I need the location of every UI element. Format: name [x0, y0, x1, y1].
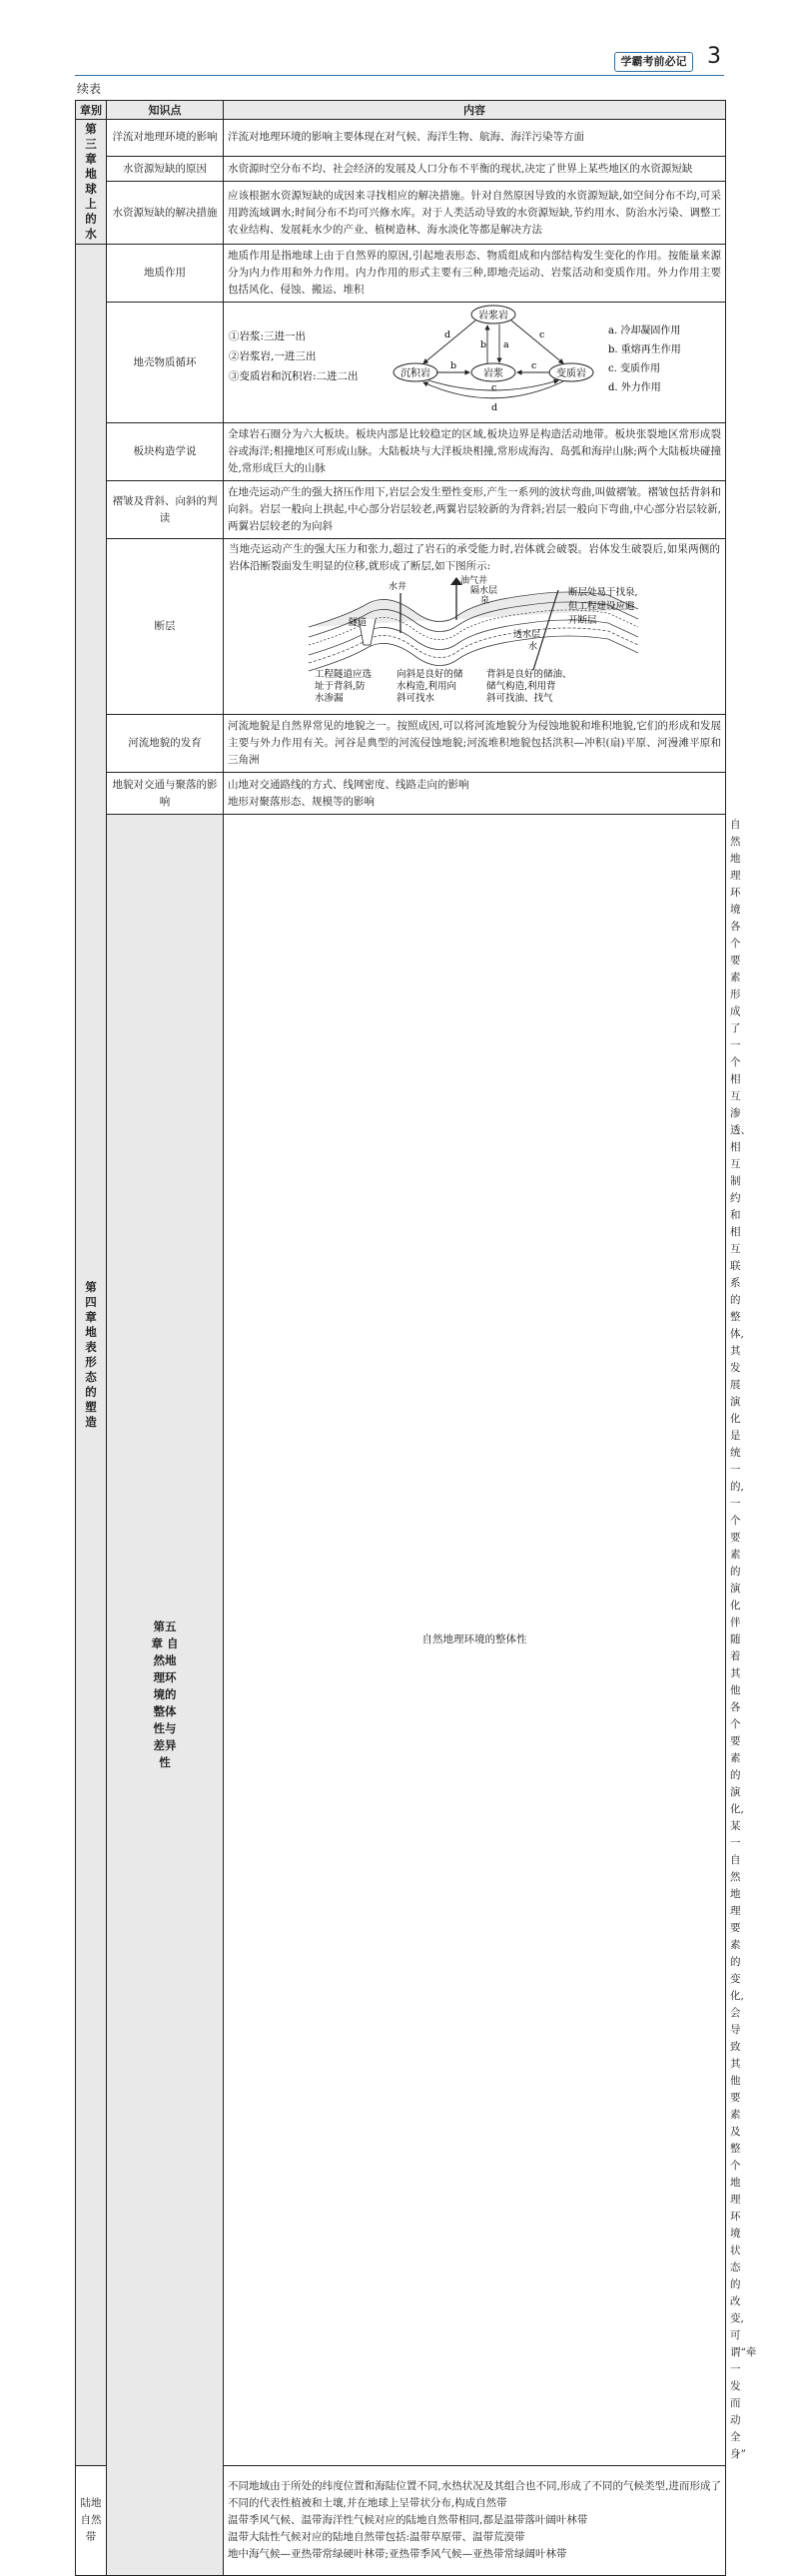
- table-row: [76, 245, 726, 303]
- svg-text:隔水层: 隔水层: [470, 586, 498, 596]
- header-content: 内容: [224, 101, 726, 120]
- content-cell: 全球岩石圈分为六大板块。板块内部是比较稳定的区域,板块边界是构造活动地带。板块张裂地区常形成裂谷或海洋;相撞地区可形成山脉。大陆板块与大洋板块相撞,常形成海沟、岛弧和海岸山脉;两个大陆板块碰撞处,常形成巨大的山脉: [224, 423, 726, 481]
- svg-text:a: a: [503, 339, 509, 350]
- fault-diagram: [229, 575, 718, 705]
- content-line: 温带季风气候、温带海洋性气候对应的陆地自然带相同,都是温带落叶阔叶林带: [228, 2514, 588, 2526]
- svg-text:b: b: [480, 339, 487, 350]
- svg-text:b: b: [450, 360, 457, 371]
- svg-text:断层处易于找泉,: 断层处易于找泉,: [568, 587, 638, 598]
- table-row: [76, 715, 726, 773]
- knowledge-table: [75, 100, 757, 2576]
- content-cell: 应该根据水资源短缺的成因来寻找相应的解决措施。针对自然原因导致的水资源短缺,如空间分布不均,可采用跨流域调水;时间分布不均可兴修水库。对于人类活动导致的水资源短缺,节约用水、防治水污染、调整工农业结构、发展耗水少的产业、植树造林、海水淡化等都是解决方法: [224, 182, 726, 245]
- table-row: [76, 481, 726, 539]
- svg-text:但工程建设应避: 但工程建设应避: [568, 601, 635, 612]
- table-row: [76, 539, 726, 715]
- topic-cell: 水资源短缺的原因: [107, 156, 224, 182]
- node-sedimentary: [394, 363, 437, 381]
- svg-text:背斜是良好的储油、: 背斜是良好的储油、: [486, 669, 572, 680]
- header-chapter: 章别: [76, 101, 107, 120]
- table-row: [76, 156, 726, 182]
- topic-cell: 自然地理环境的整体性: [224, 815, 726, 2466]
- svg-text:岩浆岩: 岩浆岩: [478, 311, 508, 322]
- topic-cell: 地壳物质循环: [107, 303, 224, 423]
- content-cell: [224, 2466, 726, 2576]
- node-metamorphic: [549, 363, 593, 381]
- content-cell: 在地壳运动产生的强大挤压作用下,岩层会发生塑性变形,产生一系列的波状弯曲,叫做褶皱。褶皱包括背斜和向斜。岩层一般向上拱起,中心部分岩层较老,两翼岩层较新的为背斜;岩层一般向下弯曲,中心部分岩层较新,两翼岩层较老的为向斜: [224, 481, 726, 539]
- svg-text:水: 水: [528, 642, 538, 652]
- table-row: [76, 423, 726, 481]
- svg-text:水井: 水井: [389, 582, 407, 592]
- svg-text:d: d: [444, 329, 451, 340]
- cycle-note: ②岩浆岩,一进三出: [229, 350, 317, 362]
- content-line: 地中海气候—亚热带常绿硬叶林带;亚热带季风气候—亚热带常绿阔叶林带: [228, 2548, 567, 2560]
- svg-text:c: c: [531, 360, 537, 371]
- svg-text:址于背斜,防: 址于背斜,防: [315, 681, 366, 692]
- table-row: [76, 303, 726, 423]
- svg-text:斜可找水: 斜可找水: [397, 693, 435, 704]
- content-line: 地形对聚落形态、规模等的影响: [228, 795, 375, 808]
- svg-text:c. 变质作用: c. 变质作用: [608, 363, 660, 374]
- topic-cell: 褶皱及背斜、向斜的判读: [107, 481, 224, 539]
- fault-text: 当地壳运动产生的强大压力和张力,超过了岩石的承受能力时,岩体就会破裂。岩体发生破裂后,如果两侧的岩体沿断裂面发生明显的位移,就形成了断层,如下图所示:: [229, 543, 720, 572]
- svg-text:开断层: 开断层: [568, 615, 597, 626]
- topic-cell: 断层: [107, 539, 224, 715]
- topic-cell: 地貌对交通与聚落的影响: [107, 773, 224, 815]
- content-cell: 地质作用是指地球上由于自然界的原因,引起地表形态、物质组成和内部结构发生变化的作用。按能量来源分为内力作用和外力作用。内力作用的形式主要有三种,即地壳运动、岩浆活动和变质作用。外力作用主要包括风化、侵蚀、搬运、堆积: [224, 245, 726, 303]
- svg-text:储气构造,利用背: 储气构造,利用背: [486, 681, 556, 692]
- topic-cell: 洋流对地理环境的影响: [107, 120, 224, 157]
- header-rule: [75, 75, 724, 76]
- topic-cell: 河流地貌的发育: [107, 715, 224, 773]
- svg-text:c: c: [539, 329, 545, 340]
- rock-cycle-diagram: [224, 303, 723, 416]
- table-row: [76, 182, 726, 245]
- topic-cell: 板块构造学说: [107, 423, 224, 481]
- content-cell: [224, 773, 726, 815]
- svg-text:岩浆: 岩浆: [483, 368, 503, 379]
- fault-note: [568, 586, 638, 626]
- cycle-note: ③变质岩和沉积岩:二进二出: [229, 370, 359, 382]
- tunnel-note: [315, 668, 373, 704]
- svg-text:变质岩: 变质岩: [556, 368, 586, 379]
- content-line: 不同地域由于所处的纬度位置和海陆位置不同,水热状况及其组合也不同,形成了不同的气候类型,进而形成了不同的代表性植被和土壤,并在地球上呈带状分布,构成自然带: [228, 2480, 721, 2509]
- svg-text:透水层: 透水层: [513, 630, 541, 640]
- svg-text:斜可找油、找气: 斜可找油、找气: [486, 693, 553, 704]
- chapter-title: 第五章 自然地理环境的整体性与差异性: [151, 1619, 179, 1769]
- svg-text:油气井: 油气井: [460, 576, 488, 586]
- table-row: [76, 120, 726, 157]
- chapter-title: 第四章 地表形态的塑造: [85, 1280, 97, 1429]
- svg-text:向斜是良好的储: 向斜是良好的储: [397, 669, 463, 680]
- chapter-cell: [107, 815, 224, 2576]
- svg-text:d. 外力作用: d. 外力作用: [608, 382, 661, 393]
- svg-text:水构造,利用向: 水构造,利用向: [397, 681, 457, 692]
- topic-cell: 陆地自然带: [76, 2466, 107, 2576]
- node-igneous: [471, 306, 515, 323]
- svg-text:工程隧道应选: 工程隧道应选: [315, 669, 373, 680]
- content-cell: 洋流对地理环境的影响主要体现在对气候、海洋生物、航海、海洋污染等方面: [224, 120, 726, 157]
- chapter-title: 第三章 地球上的水: [85, 122, 97, 241]
- header-topic: 知识点: [107, 101, 224, 120]
- page-number: 3: [707, 44, 721, 69]
- svg-text:泉: 泉: [480, 596, 490, 606]
- table-header-row: [76, 101, 726, 120]
- content-line: 山地对交通路线的方式、线网密度、线路走向的影响: [228, 778, 469, 791]
- syncline-note: [397, 668, 463, 704]
- table-row: 第五章 自然地理环境的整体性与差异性 自然地理环境的整体性 自然地理环境各个要素形成了一个相互渗透、相互制约和相互联系的整体,其发展演化是统一的,一个要素的演化伴随着其他各个要素的演化,某一自然地理要素的变化,会导致其他要素及整个地理环境状态的改变,可谓“牵一发而动全身”: [76, 815, 726, 2466]
- anticline-note: [486, 668, 572, 704]
- cycle-note: ①岩浆:三进一出: [229, 330, 307, 342]
- rock-cycle-cell: [224, 303, 726, 423]
- content-cell: 河流地貌是自然界常见的地貌之一。按照成因,可以将河流地貌分为侵蚀地貌和堆积地貌,它们的形成和发展主要与外力作用有关。河谷是典型的河流侵蚀地貌;河流堆积地貌包括洪积—冲积(扇)平原、河漫滩平原和三角洲: [224, 715, 726, 773]
- topic-cell: 地质作用: [107, 245, 224, 303]
- node-magma: [471, 363, 515, 381]
- table-row: [76, 773, 726, 815]
- continued-label: 续表: [77, 82, 102, 96]
- content-cell: 水资源时空分布不均、社会经济的发展及人口分布不平衡的现状,决定了世界上某些地区的水资源短缺: [224, 156, 726, 182]
- topic-cell: 水资源短缺的解决措施: [107, 182, 224, 245]
- cycle-legend: [608, 323, 681, 393]
- svg-text:沉积岩: 沉积岩: [400, 368, 430, 379]
- svg-text:水渗漏: 水渗漏: [315, 693, 344, 704]
- svg-text:b. 重熔再生作用: b. 重熔再生作用: [608, 344, 681, 355]
- chapter-cell: [76, 245, 107, 2466]
- header-badge: 学霸考前必记: [614, 52, 693, 72]
- svg-text:a. 冷却凝固作用: a. 冷却凝固作用: [608, 325, 681, 336]
- svg-text:c: c: [491, 382, 497, 393]
- fault-cell: [224, 539, 726, 715]
- chapter-cell: [76, 120, 107, 245]
- svg-text:隧道: 隧道: [349, 618, 368, 628]
- svg-text:d: d: [491, 402, 498, 413]
- content-line: 温带大陆性气候对应的陆地自然带包括:温带草原带、温带荒漠带: [228, 2531, 525, 2543]
